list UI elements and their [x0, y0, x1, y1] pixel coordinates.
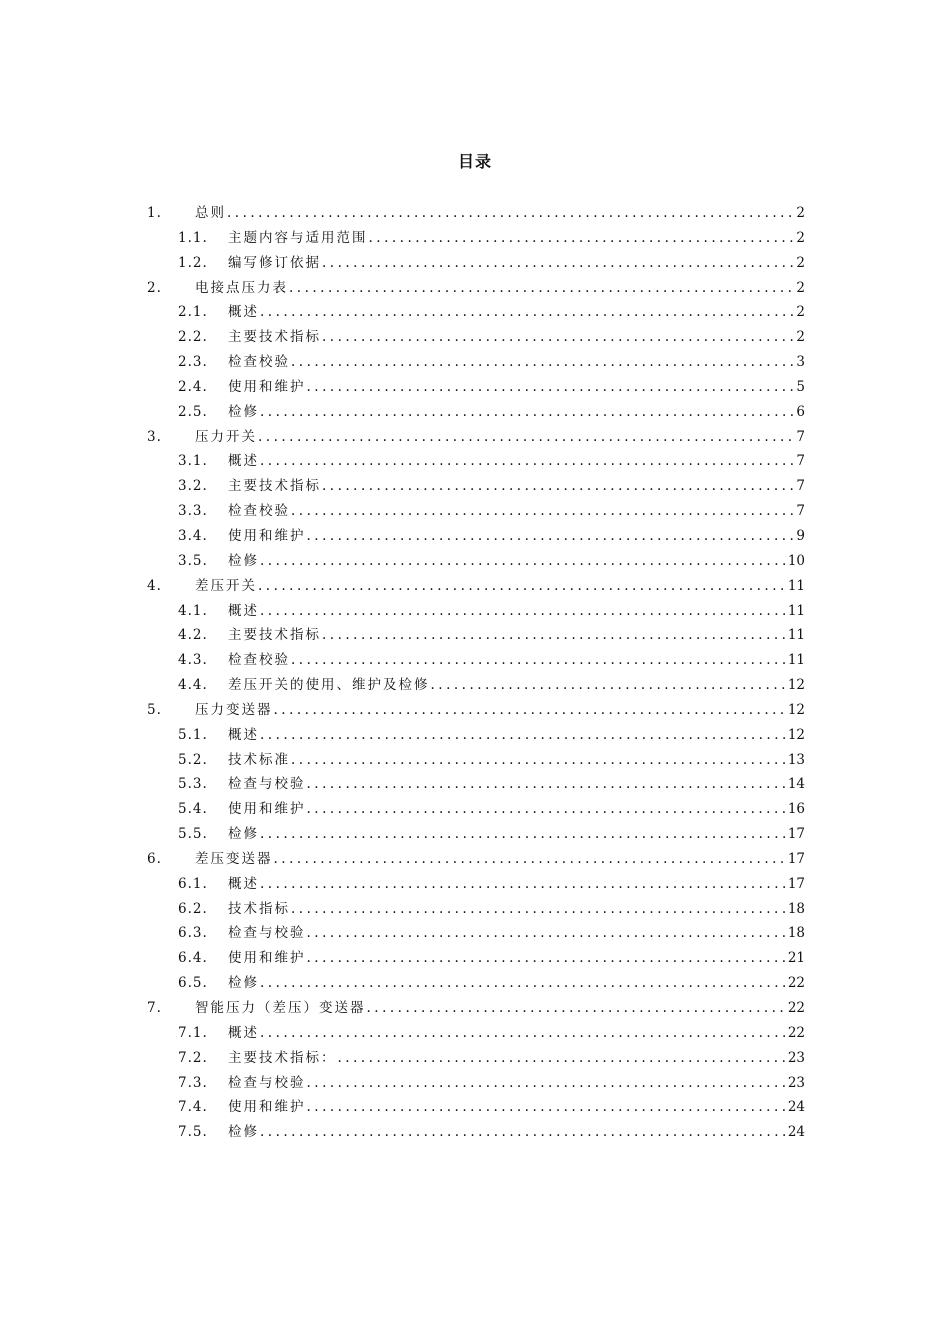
- toc-entry-line: [228, 226, 805, 251]
- toc-entry-line: [195, 698, 805, 723]
- toc-dot-leader: [260, 449, 795, 474]
- toc-entry-line: [228, 350, 805, 375]
- toc-dot-leader: [338, 1046, 787, 1071]
- toc-entry-title: 检查校验: [228, 503, 290, 520]
- toc-entry-page: 7: [796, 503, 805, 520]
- toc-entry-line: [228, 474, 805, 499]
- toc-entry-page: 23: [787, 1049, 805, 1066]
- toc-entry[interactable]: [0, 698, 950, 723]
- toc-entry-line: [228, 549, 805, 574]
- toc-entry-title: 概述: [228, 1024, 259, 1041]
- toc-entry-title: 概述: [228, 875, 259, 892]
- toc-entry-title: 电接点压力表: [195, 279, 288, 296]
- toc-entry-page: 11: [787, 602, 805, 619]
- toc-dot-leader: [307, 375, 796, 400]
- toc-entry-page: 13: [787, 751, 805, 768]
- toc-entry-number: 7.1.: [178, 1024, 208, 1041]
- toc-entry[interactable]: [0, 623, 950, 648]
- toc-entry-line: [228, 1021, 805, 1046]
- toc-dot-leader: [258, 425, 795, 450]
- toc-entry-page: 22: [787, 1000, 805, 1016]
- toc-entry-page: 2: [796, 205, 805, 221]
- toc-entry[interactable]: [0, 375, 950, 400]
- toc-dot-leader: [291, 648, 787, 673]
- toc-entry[interactable]: [0, 1120, 950, 1145]
- toc-entry-line: [228, 599, 805, 624]
- toc-entry-page: 2: [796, 329, 805, 346]
- toc-entry[interactable]: [0, 847, 950, 872]
- toc-entry-title: 检查校验: [228, 652, 290, 669]
- toc-dot-leader: [260, 599, 787, 624]
- toc-dot-leader: [307, 946, 787, 971]
- toc-entry-title: 主要技术指标: [228, 627, 321, 644]
- toc-entry-line: [228, 1095, 805, 1120]
- toc-entry-page: 10: [787, 552, 805, 569]
- toc-entry-number: 3.3.: [178, 503, 208, 520]
- toc-entry-number: 2.: [147, 279, 162, 296]
- toc-entry-line: [228, 797, 805, 822]
- toc-entry-title: 主要技术指标: [228, 329, 321, 346]
- toc-entry-line: [195, 996, 805, 1021]
- toc-entry-number: 7.4.: [178, 1099, 208, 1116]
- toc-entry-line: [228, 723, 805, 748]
- toc-entry-number: 4.2.: [178, 627, 208, 644]
- toc-entry-title: 差压开关的使用、维护及检修: [228, 677, 430, 694]
- toc-entry-number: 3.2.: [178, 478, 208, 495]
- toc-entry-title: 使用和维护: [228, 1099, 306, 1116]
- toc-entry-line: [228, 971, 805, 996]
- toc-entry-title: 技术指标: [228, 900, 290, 917]
- toc-dot-leader: [369, 226, 796, 251]
- toc-entry-title: 差压变送器: [195, 850, 273, 867]
- toc-entry-number: 2.2.: [178, 329, 208, 346]
- toc-dot-leader: [260, 300, 795, 325]
- toc-entry-title: 检查与校验: [228, 776, 306, 793]
- toc-entry-page: 11: [787, 652, 805, 669]
- toc-entry[interactable]: [0, 524, 950, 549]
- toc-entry-line: [228, 748, 805, 773]
- toc-entry[interactable]: [0, 748, 950, 773]
- toc-entry[interactable]: [0, 673, 950, 698]
- toc-entry-number: 2.4.: [178, 378, 208, 395]
- toc-entry-title: 主要技术指标: [228, 478, 321, 495]
- toc-dot-leader: [367, 996, 787, 1021]
- toc-entry-number: 7.: [147, 1000, 162, 1016]
- toc-dot-leader: [260, 723, 787, 748]
- toc-entry[interactable]: [0, 772, 950, 797]
- toc-entry-number: 5.1.: [178, 726, 208, 743]
- toc-entry-page: 23: [787, 1074, 805, 1091]
- toc-dot-leader: [260, 822, 787, 847]
- toc-entry-page: 22: [787, 1024, 805, 1041]
- toc-entry-page: 12: [787, 726, 805, 743]
- toc-entry-page: 7: [796, 428, 805, 445]
- toc-entry-title: 编写修订依据: [228, 254, 321, 271]
- toc-entry-line: [228, 449, 805, 474]
- toc-entry-title: 使用和维护: [228, 801, 306, 818]
- toc-entry-number: 2.5.: [178, 403, 208, 420]
- toc-entry-number: 5.: [147, 701, 162, 718]
- toc-entry[interactable]: [0, 822, 950, 847]
- toc-entry-page: 21: [787, 950, 805, 967]
- toc-entry-title: 使用和维护: [228, 950, 306, 967]
- toc-entry-line: [228, 897, 805, 922]
- toc-entry-title: 检修: [228, 1124, 259, 1141]
- toc-entry-line: [228, 921, 805, 946]
- toc-entry[interactable]: [0, 425, 950, 450]
- toc-entry-number: 2.3.: [178, 354, 208, 371]
- toc-entry-line: [228, 822, 805, 847]
- toc-entry-number: 4.: [147, 577, 162, 594]
- toc-entry-title: 概述: [228, 304, 259, 321]
- toc-entry-page: 17: [787, 875, 805, 892]
- toc-entry-line: [228, 499, 805, 524]
- toc-entry-title: 使用和维护: [228, 378, 306, 395]
- toc-entry-number: 3.1.: [178, 453, 208, 470]
- toc-entry-number: 1.: [147, 205, 162, 221]
- toc-entry-line: [228, 1071, 805, 1096]
- toc-dot-leader: [322, 251, 795, 276]
- toc-entry[interactable]: [0, 1046, 950, 1071]
- toc-entry-page: 17: [787, 850, 805, 867]
- toc-entry[interactable]: [0, 499, 950, 524]
- toc-dot-leader: [307, 921, 787, 946]
- toc-entry-number: 5.3.: [178, 776, 208, 793]
- toc-entry-line: [228, 648, 805, 673]
- toc-entry[interactable]: [0, 300, 950, 325]
- toc-entry-title: 概述: [228, 453, 259, 470]
- toc-entry[interactable]: [0, 276, 950, 301]
- toc-entry-title: 概述: [228, 602, 259, 619]
- toc-entry[interactable]: [0, 897, 950, 922]
- toc-dot-leader: [322, 623, 787, 648]
- toc-entry-page: 2: [796, 304, 805, 321]
- toc-entry[interactable]: [0, 1095, 950, 1120]
- toc-entry-number: 7.3.: [178, 1074, 208, 1091]
- toc-entry-page: 2: [796, 279, 805, 296]
- toc-dot-leader: [260, 549, 787, 574]
- toc-entry-number: 5.2.: [178, 751, 208, 768]
- toc-entry-line: [228, 1046, 805, 1071]
- toc-dot-leader: [291, 748, 787, 773]
- toc-entry[interactable]: [0, 449, 950, 474]
- toc-entry-page: 9: [796, 527, 805, 544]
- toc-entry-page: 6: [796, 403, 805, 420]
- toc-list: [0, 201, 950, 1145]
- toc-entry-line: [228, 772, 805, 797]
- toc-dot-leader: [291, 350, 795, 375]
- toc-entry-title: 智能压力（差压）变送器: [195, 1000, 366, 1016]
- toc-entry-page: 11: [787, 577, 805, 594]
- toc-entry-number: 4.1.: [178, 602, 208, 619]
- toc-entry-line: [228, 400, 805, 425]
- toc-entry-title: 压力变送器: [195, 701, 273, 718]
- toc-entry-page: 18: [787, 925, 805, 942]
- toc-entry-page: 17: [787, 826, 805, 843]
- toc-entry-title: 检修: [228, 975, 259, 992]
- toc-entry-title: 检修: [228, 552, 259, 569]
- toc-entry-line: [228, 524, 805, 549]
- toc-entry-number: 7.2.: [178, 1049, 208, 1066]
- toc-entry-number: 3.5.: [178, 552, 208, 569]
- toc-dot-leader: [307, 1095, 787, 1120]
- toc-entry[interactable]: [0, 723, 950, 748]
- toc-entry-number: 2.1.: [178, 304, 208, 321]
- toc-dot-leader: [260, 971, 787, 996]
- toc-dot-leader: [260, 1021, 787, 1046]
- toc-entry[interactable]: [0, 1021, 950, 1046]
- toc-entry[interactable]: [0, 996, 950, 1021]
- toc-entry-title: 检修: [228, 826, 259, 843]
- toc-entry[interactable]: [0, 1071, 950, 1096]
- toc-entry-line: [228, 251, 805, 276]
- toc-entry-title: 检查与校验: [228, 1074, 306, 1091]
- toc-entry-line: [228, 325, 805, 350]
- toc-entry-page: 11: [787, 627, 805, 644]
- toc-entry-number: 6.: [147, 850, 162, 867]
- toc-dot-leader: [307, 524, 796, 549]
- toc-entry-line: [228, 872, 805, 897]
- toc-entry-page: 12: [787, 677, 805, 694]
- toc-entry[interactable]: [0, 648, 950, 673]
- toc-dot-leader: [260, 1120, 787, 1145]
- toc-entry-page: 12: [787, 701, 805, 718]
- toc-dot-leader: [289, 276, 795, 301]
- toc-entry[interactable]: [0, 350, 950, 375]
- toc-entry[interactable]: [0, 921, 950, 946]
- toc-title: 目录: [457, 152, 492, 171]
- toc-entry-line: [228, 1120, 805, 1145]
- toc-entry-number: 5.5.: [178, 826, 208, 843]
- toc-dot-leader: [291, 897, 787, 922]
- toc-entry[interactable]: [0, 797, 950, 822]
- toc-entry-line: [195, 201, 805, 226]
- toc-dot-leader: [260, 400, 795, 425]
- toc-entry-number: 6.1.: [178, 875, 208, 892]
- toc-entry-title: 检查校验: [228, 354, 290, 371]
- toc-entry-title: 检修: [228, 403, 259, 420]
- toc-entry-number: 4.3.: [178, 652, 208, 669]
- toc-entry-number: 3.4.: [178, 527, 208, 544]
- toc-entry-number: 6.2.: [178, 900, 208, 917]
- toc-entry-line: [228, 673, 805, 698]
- toc-entry-line: [228, 300, 805, 325]
- toc-entry-line: [195, 574, 805, 599]
- toc-entry-page: 2: [796, 254, 805, 271]
- toc-entry-title: 压力开关: [195, 428, 257, 445]
- toc-dot-leader: [322, 325, 795, 350]
- toc-entry-number: 6.3.: [178, 925, 208, 942]
- toc-entry-page: 7: [796, 453, 805, 470]
- toc-entry[interactable]: [0, 474, 950, 499]
- toc-entry-page: 7: [796, 478, 805, 495]
- toc-dot-leader: [274, 698, 787, 723]
- toc-entry-number: 5.4.: [178, 801, 208, 818]
- toc-entry-page: 18: [787, 900, 805, 917]
- toc-entry[interactable]: [0, 400, 950, 425]
- toc-entry-page: 3: [796, 354, 805, 371]
- toc-entry[interactable]: [0, 549, 950, 574]
- toc-entry-number: 1.2.: [178, 254, 208, 271]
- toc-entry-number: 3.: [147, 428, 162, 445]
- toc-entry-title: 技术标准: [228, 751, 290, 768]
- toc-entry[interactable]: [0, 574, 950, 599]
- toc-dot-leader: [258, 574, 787, 599]
- toc-entry[interactable]: [0, 251, 950, 276]
- toc-dot-leader: [307, 1071, 787, 1096]
- toc-entry-number: 6.5.: [178, 975, 208, 992]
- toc-entry-number: 6.4.: [178, 950, 208, 967]
- toc-entry-title: 概述: [228, 726, 259, 743]
- toc-dot-leader: [307, 797, 787, 822]
- toc-entry-title: 检查与校验: [228, 925, 306, 942]
- toc-entry-page: 2: [796, 229, 805, 246]
- toc-entry[interactable]: [0, 599, 950, 624]
- toc-entry-line: [195, 847, 805, 872]
- toc-dot-leader: [322, 474, 795, 499]
- toc-entry-line: [195, 425, 805, 450]
- toc-entry-line: [228, 623, 805, 648]
- toc-dot-leader: [274, 847, 787, 872]
- toc-entry[interactable]: [0, 325, 950, 350]
- toc-dot-leader: [431, 673, 787, 698]
- toc-entry-number: 4.4.: [178, 677, 208, 694]
- toc-entry-line: [228, 946, 805, 971]
- toc-dot-leader: [260, 872, 787, 897]
- toc-entry-title: 总则: [195, 205, 226, 221]
- toc-entry-number: 1.1.: [178, 229, 208, 246]
- toc-entry-line: [195, 276, 805, 301]
- toc-entry[interactable]: [0, 971, 950, 996]
- toc-dot-leader: [291, 499, 795, 524]
- toc-entry-page: 24: [787, 1099, 805, 1116]
- toc-entry-page: 22: [787, 975, 805, 992]
- toc-dot-leader: [307, 772, 787, 797]
- toc-entry-title: 主要技术指标：: [228, 1049, 337, 1066]
- toc-entry-number: 7.5.: [178, 1124, 208, 1141]
- toc-entry[interactable]: [0, 946, 950, 971]
- toc-entry-page: 24: [787, 1124, 805, 1141]
- toc-entry[interactable]: [0, 201, 950, 226]
- toc-entry-page: 16: [787, 801, 805, 818]
- toc-entry-title: 差压开关: [195, 577, 257, 594]
- toc-dot-leader: [227, 201, 795, 226]
- toc-entry-title: 主题内容与适用范围: [228, 229, 368, 246]
- toc-entry-title: 使用和维护: [228, 527, 306, 544]
- toc-entry-line: [228, 375, 805, 400]
- toc-entry[interactable]: [0, 226, 950, 251]
- toc-entry-page: 14: [787, 776, 805, 793]
- toc-entry[interactable]: [0, 872, 950, 897]
- toc-entry-page: 5: [796, 378, 805, 395]
